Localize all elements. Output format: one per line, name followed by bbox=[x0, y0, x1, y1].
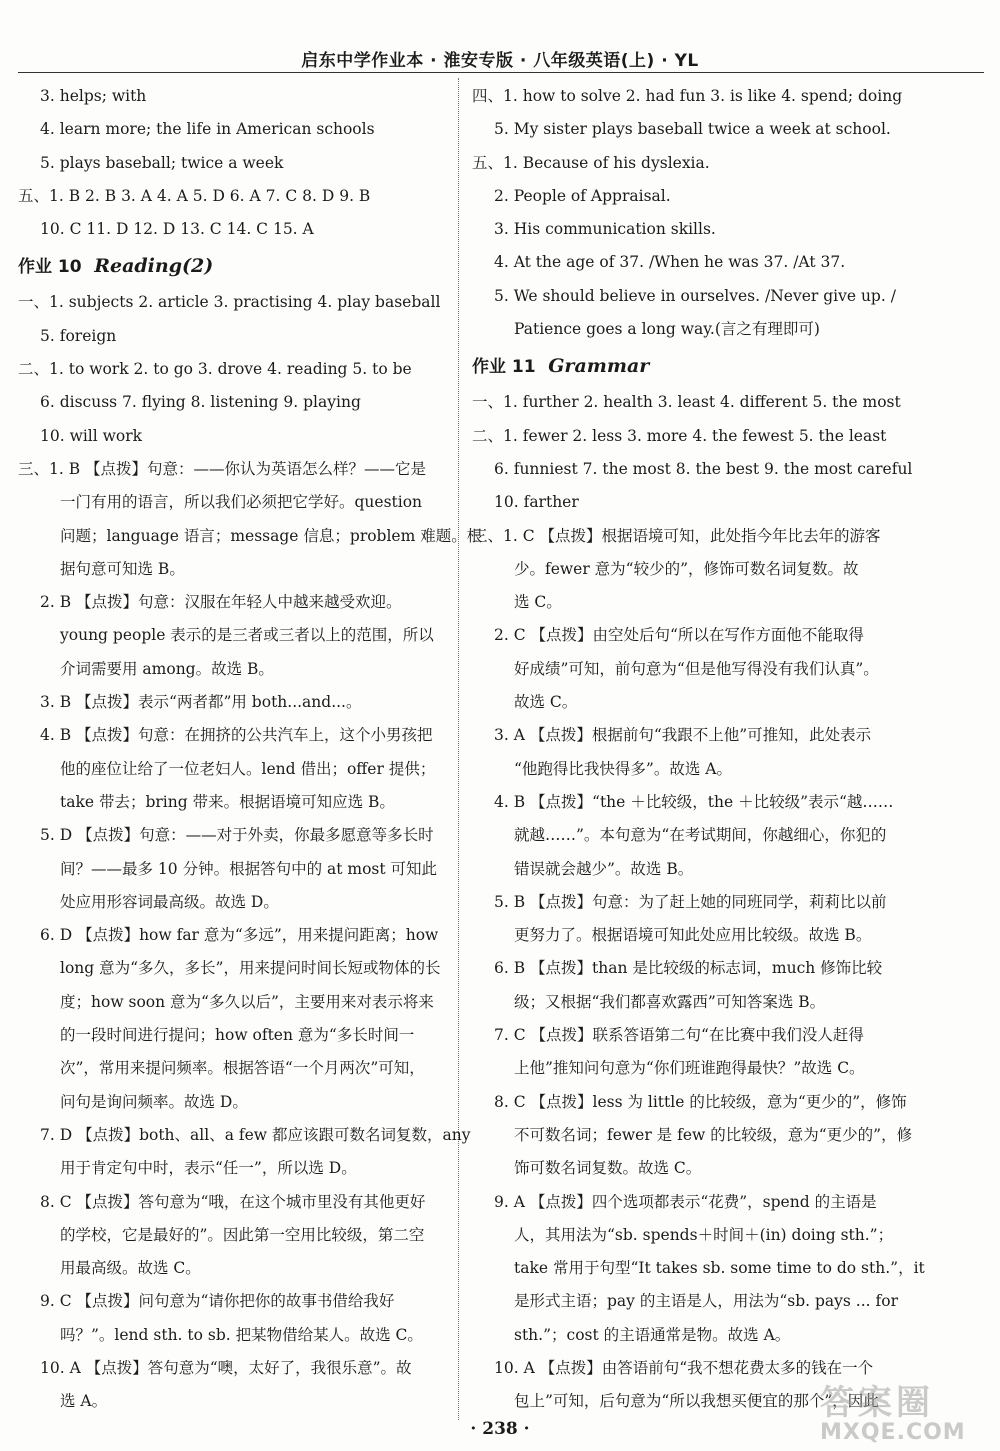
answer-line: 好成绩”可知，前句意为“但是他写得没有我们认真”。 bbox=[514, 659, 879, 678]
left-column bbox=[18, 80, 483, 1419]
watermark-url: MXQE.COM bbox=[820, 1420, 966, 1445]
header-rule bbox=[18, 72, 984, 73]
answer-line: 一门有用的语言，所以我们必须把它学好。question bbox=[60, 493, 423, 512]
answer-line: “他跑得比我快得多”。故选 A。 bbox=[514, 759, 732, 778]
answer-line: 故选 C。 bbox=[514, 693, 578, 712]
answer-line: 三、1. C 【点拨】根据语境可知，此处指今年比去年的游客 bbox=[472, 526, 881, 545]
answer-line: 二、1. fewer 2. less 3. more 4. the fewest 5. the least bbox=[472, 426, 887, 445]
answer-line: 间？——最多 10 分钟。根据答句中的 at most 可知此 bbox=[60, 859, 438, 878]
answer-line: 更努力了。根据语境可知此处应用比较级。故选 B。 bbox=[514, 926, 872, 945]
answer-line: 5. My sister plays baseball twice a week at school. bbox=[494, 120, 891, 139]
answer-line: 就越……”。本句意为“在考试期间，你越细心，你犯的 bbox=[514, 826, 887, 845]
watermark-logo bbox=[820, 1385, 990, 1447]
answer-line: 7. C 【点拨】联系答语第二句“在比赛中我们没人赶得 bbox=[494, 1026, 864, 1045]
watermark-text: 答案圈 bbox=[820, 1383, 934, 1423]
answer-line: 三、1. B 【点拨】句意：——你认为英语怎么样？——它是 bbox=[18, 459, 427, 478]
answer-line: 10. A 【点拨】由答语前句“我不想花费太多的钱在一个 bbox=[494, 1358, 874, 1377]
answer-line: 问句是询问频率。故选 D。 bbox=[60, 1092, 248, 1111]
right-column bbox=[472, 80, 925, 1419]
column-divider bbox=[458, 78, 459, 1420]
answer-line: 度；how soon 意为“多久以后”，主要用来对表示将来 bbox=[60, 992, 434, 1011]
answer-line: 是形式主语；pay 的主语是人，用法为“sb. pays ... for bbox=[514, 1292, 898, 1311]
answer-line: 错误就会越少”。故选 B。 bbox=[514, 859, 694, 878]
answer-line: 2. People of Appraisal. bbox=[494, 186, 671, 205]
section-heading-11 bbox=[472, 346, 897, 386]
answer-line: Patience goes a long way.(言之有理即可) bbox=[514, 320, 820, 339]
answer-line: 4. learn more; the life in American schools bbox=[40, 120, 375, 139]
answer-line: take 带去；bring 带来。根据语境可知应选 B。 bbox=[60, 792, 395, 811]
page-number: · 238 · bbox=[470, 1419, 530, 1439]
answer-line: 8. C 【点拨】答句意为“哦，在这个城市里没有其他更好 bbox=[40, 1192, 426, 1211]
answer-line: 3. A 【点拨】根据前句“我跟不上他”可推知，此处表示 bbox=[494, 726, 872, 745]
answer-line: 5. foreign bbox=[40, 326, 117, 345]
answer-line: 9. A 【点拨】四个选项都表示“花费”，spend 的主语是 bbox=[494, 1192, 877, 1211]
answer-line: 一、1. subjects 2. article 3. practising 4. play baseball bbox=[18, 293, 441, 312]
answer-line: 10. will work bbox=[40, 426, 143, 445]
answer-line: 6. B 【点拨】than 是比较级的标志词，much 修饰比较 bbox=[494, 959, 883, 978]
answer-line: 介词需要用 among。故选 B。 bbox=[60, 659, 274, 678]
answer-line: 10. C 11. D 12. D 13. C 14. C 15. A bbox=[40, 220, 314, 239]
answer-line: 6. D 【点拨】how far 意为“多远”，用来提问距离；how bbox=[40, 926, 439, 945]
answer-line: 不可数名词；fewer 是 few 的比较级，意为“更少的”，修 bbox=[514, 1125, 913, 1144]
answer-line: 级；又根据“我们都喜欢露西”可知答案选 B。 bbox=[514, 992, 826, 1011]
answer-line: 5. plays baseball; twice a week bbox=[40, 153, 284, 172]
answer-line: 他的座位让给了一位老妇人。lend 借出；offer 提供； bbox=[60, 759, 436, 778]
answer-line: 吗？”。lend sth. to sb. 把某物借给某人。故选 C。 bbox=[60, 1325, 423, 1344]
answer-line: 用最高级。故选 C。 bbox=[60, 1259, 201, 1278]
answer-line: 四、1. how to solve 2. had fun 3. is like 4. spend; doing bbox=[472, 87, 903, 105]
answer-line: 7. D 【点拨】both、all、a few 都应该跟可数名词复数，any bbox=[40, 1125, 471, 1144]
answer-line: 五、1. Because of his dyslexia. bbox=[472, 153, 710, 172]
answer-line: 5. We should believe in ourselves. /Never give up. / bbox=[494, 286, 896, 305]
answer-line: 的学校，它是最好的”。因此第一空用比较级，第二空 bbox=[60, 1225, 425, 1244]
answer-line: 6. funniest 7. the most 8. the best 9. the most careful bbox=[494, 459, 913, 478]
answer-line: 选 C。 bbox=[514, 593, 562, 612]
answer-line: 4. B 【点拨】句意：在拥挤的公共汽车上，这个小男孩把 bbox=[40, 726, 433, 745]
answer-line: 次”，常用来提问频率。根据答语“一个月两次”可知， bbox=[60, 1059, 425, 1078]
section-title: Reading(2) bbox=[94, 255, 214, 278]
answer-line: 3. B 【点拨】表示“两者都”用 both...and...。 bbox=[40, 693, 362, 712]
answer-line: 4. B 【点拨】“the ＋比较级，the ＋比较级”表示“越…… bbox=[494, 792, 894, 811]
answer-line: 二、1. to work 2. to go 3. drove 4. reading 5. to be bbox=[18, 360, 412, 379]
answer-line: 9. C 【点拨】问句意为“请你把你的故事书借给我好 bbox=[40, 1292, 395, 1311]
answer-line: 处应用形容词最高级。故选 D。 bbox=[60, 892, 279, 911]
section-title: Grammar bbox=[548, 355, 650, 378]
answer-line: 的一段时间进行提问；how often 意为“多长时间一 bbox=[60, 1026, 415, 1045]
answer-line: 10. farther bbox=[494, 493, 579, 512]
answer-line: 人，其用法为“sb. spends＋时间＋(in) doing sth.”； bbox=[514, 1225, 894, 1244]
section-label: 作业 11 bbox=[472, 357, 536, 378]
answer-line: 2. B 【点拨】句意：汉服在年轻人中越来越受欢迎。 bbox=[40, 593, 402, 612]
section-heading-10 bbox=[18, 246, 448, 286]
answer-line: 据句意可知选 B。 bbox=[60, 559, 185, 578]
answer-line: young people 表示的是三者或三者以上的范围，所以 bbox=[60, 626, 434, 645]
answer-line: 3. His communication skills. bbox=[494, 220, 716, 239]
answer-line: 6. discuss 7. flying 8. listening 9. playing bbox=[40, 393, 361, 412]
running-header: 启东中学作业本 · 淮安专版 · 八年级英语(上) · YL bbox=[301, 51, 699, 71]
answer-line: 5. D 【点拨】句意：——对于外卖，你最多愿意等多长时 bbox=[40, 826, 434, 845]
answer-line: 5. B 【点拨】句意：为了赶上她的同班同学，莉莉比以前 bbox=[494, 892, 887, 911]
answer-line: 问题；language 语言；message 信息；problem 难题。根 bbox=[60, 526, 483, 545]
answer-line: take 常用于句型“It takes sb. some time to do sth.”，it bbox=[514, 1259, 925, 1278]
answer-line: 10. A 【点拨】答句意为“噢，太好了，我很乐意”。故 bbox=[40, 1358, 412, 1377]
answer-line: 3. helps; with bbox=[40, 87, 147, 105]
answer-line: sth.”；cost 的主语通常是物。故选 A。 bbox=[514, 1325, 791, 1344]
answer-line: long 意为“多久，多长”，用来提问时间长短或物体的长 bbox=[60, 959, 441, 978]
answer-line: 一、1. further 2. health 3. least 4. different 5. the most bbox=[472, 393, 901, 412]
answer-line: 上他”推知问句意为“你们班谁跑得最快？”故选 C。 bbox=[514, 1059, 865, 1078]
answer-line: 五、1. B 2. B 3. A 4. A 5. D 6. A 7. C 8. D 9. B bbox=[18, 186, 371, 205]
answer-line: 8. C 【点拨】less 为 little 的比较级，意为“更少的”，修饰 bbox=[494, 1092, 907, 1111]
answer-line: 4. At the age of 37. /When he was 37. /At 37. bbox=[494, 253, 846, 272]
answer-line: 2. C 【点拨】由空处后句“所以在写作方面他不能取得 bbox=[494, 626, 864, 645]
answer-line: 饰可数名词复数。故选 C。 bbox=[514, 1159, 702, 1178]
section-label: 作业 10 bbox=[18, 257, 82, 278]
answer-line: 少。fewer 意为“较少的”，修饰可数名词复数。故 bbox=[514, 559, 859, 578]
answer-line: 选 A。 bbox=[60, 1392, 108, 1411]
answer-line: 用于肯定句中时，表示“任一”，所以选 D。 bbox=[60, 1159, 357, 1178]
answer-line: 包上”可知，后句意为“所以我想买便宜的那个”，因此 bbox=[514, 1392, 879, 1411]
